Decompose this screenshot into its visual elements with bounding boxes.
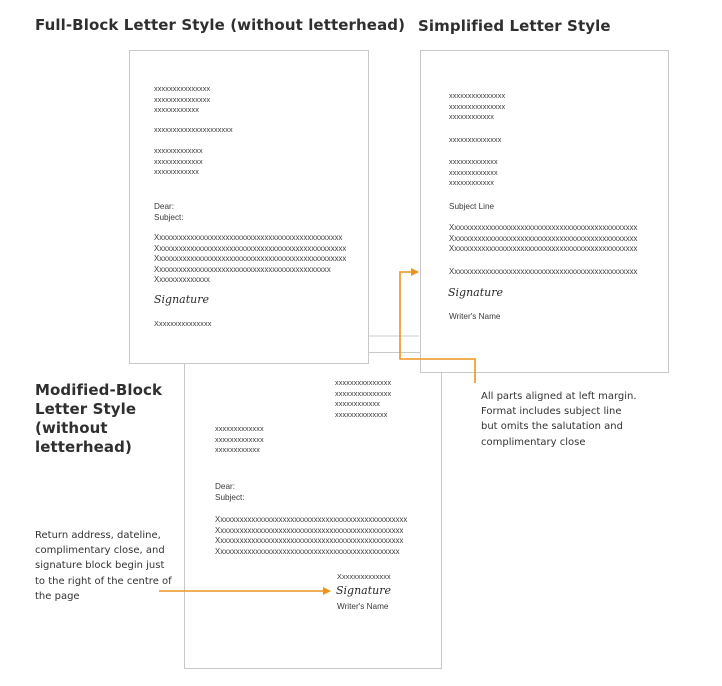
return-address-line: xxxxxxxxxxxx bbox=[449, 112, 494, 121]
return-address-line: xxxxxxxxxxxxxx bbox=[335, 409, 388, 419]
inside-address-line: xxxxxxxxxxxxx bbox=[215, 424, 264, 433]
inside-address-line: xxxxxxxxxxxxx bbox=[154, 146, 203, 155]
return-address-line: xxxxxxxxxxxx bbox=[335, 399, 380, 408]
body-line: Xxxxxxxxxxxxxxxxxxxxxxxxxxxxxxxxxxxxxxxxxxxxxxxx bbox=[154, 233, 343, 242]
note-line: signature block begin just bbox=[35, 560, 165, 572]
note-line: Format includes subject line bbox=[481, 406, 622, 418]
writer-name-line: Xxxxxxxxxxxxxxx bbox=[154, 319, 212, 328]
return-address-line: xxxxxxxxxxxxxxx bbox=[449, 91, 506, 100]
modified-block-letter-page bbox=[184, 352, 442, 669]
inside-address-line: xxxxxxxxxxxxx bbox=[449, 167, 498, 177]
salutation: Dear: bbox=[154, 202, 175, 211]
subject: Subject: bbox=[154, 213, 184, 222]
inside-address-line: xxxxxxxxxxxxx bbox=[449, 157, 498, 166]
body-line: Xxxxxxxxxxxxxxxxxxxxxxxxxxxxxxxxxxxxxxxxxxxxxxxx bbox=[215, 536, 404, 546]
heading-full-block: Full-Block Letter Style (without letterhead) bbox=[35, 16, 406, 34]
heading-modified-line-2: Letter Style bbox=[35, 400, 137, 418]
body-line: Xxxxxxxxxxxxxxxxxxxxxxxxxxxxxxxxxxxxxxxxxxxxxxx bbox=[215, 546, 400, 556]
body-line: Xxxxxxxxxxxxxxxxxxxxxxxxxxxxxxxxxxxxxxxxxxxxxxxx bbox=[215, 525, 404, 535]
complimentary-close: Xxxxxxxxxxxxxx bbox=[337, 572, 391, 581]
full-block-letter-page bbox=[129, 50, 369, 364]
writers-name: Writer's Name bbox=[449, 312, 501, 321]
note-line: complimentary close bbox=[481, 436, 586, 448]
body-line: Xxxxxxxxxxxxxxxxxxxxxxxxxxxxxxxxxxxxxxxxxxxxxxxx bbox=[449, 233, 638, 243]
subject: Subject: bbox=[215, 493, 245, 502]
body-line: Xxxxxxxxxxxxxxxxxxxxxxxxxxxxxxxxxxxxxxxxxxxxxxxxx bbox=[154, 254, 347, 264]
signature-text: Signature bbox=[448, 286, 504, 299]
return-address-line: xxxxxxxxxxxxxxx bbox=[335, 388, 392, 398]
note-line: but omits the salutation and bbox=[481, 421, 623, 433]
note-line: All parts aligned at left margin. bbox=[481, 391, 637, 402]
heading-simplified: Simplified Letter Style bbox=[418, 17, 611, 35]
return-address-line: xxxxxxxxxxxxxxx bbox=[154, 94, 211, 104]
note-line: complimentary close, and bbox=[35, 545, 165, 557]
heading-modified-line-4: letterhead) bbox=[35, 438, 132, 456]
inside-address-line: xxxxxxxxxxxx bbox=[449, 178, 494, 187]
signature-text: Signature bbox=[154, 293, 210, 306]
note-simplified bbox=[481, 389, 637, 450]
heading-modified-block bbox=[35, 381, 162, 457]
simplified-letter-page bbox=[420, 50, 669, 373]
return-address-line: xxxxxxxxxxxxxxx bbox=[335, 378, 392, 387]
inside-address-line: xxxxxxxxxxxxx bbox=[154, 156, 203, 166]
closing-line: Xxxxxxxxxxxxxxxxxxxxxxxxxxxxxxxxxxxxxxxxxxxxxxxx bbox=[449, 267, 638, 276]
inside-address-line: xxxxxxxxxxxx bbox=[154, 167, 199, 176]
body-line: Xxxxxxxxxxxxxxxxxxxxxxxxxxxxxxxxxxxxxxxxxxxxxxxxx bbox=[215, 515, 408, 524]
heading-modified-line-3: (without bbox=[35, 419, 108, 437]
body-line: Xxxxxxxxxxxxxxxxxxxxxxxxxxxxxxxxxxxxxxxxxxxxxxxx bbox=[449, 223, 638, 232]
body-line: Xxxxxxxxxxxxxxxxxxxxxxxxxxxxxxxxxxxxxxxxxxxxxxxx bbox=[449, 244, 638, 254]
salutation: Dear: bbox=[215, 482, 236, 491]
signature-text: Signature bbox=[336, 584, 392, 597]
inside-address-line: xxxxxxxxxxxxx bbox=[215, 434, 264, 444]
body-line: Xxxxxxxxxxxxxx bbox=[154, 275, 210, 285]
body-line: Xxxxxxxxxxxxxxxxxxxxxxxxxxxxxxxxxxxxxxxxxxxxx bbox=[154, 264, 331, 274]
subject-line: Subject Line bbox=[449, 202, 495, 211]
dateline: xxxxxxxxxxxxxx bbox=[449, 135, 502, 144]
return-address-line: xxxxxxxxxxxx bbox=[154, 105, 199, 114]
note-line: to the right of the centre of bbox=[35, 575, 172, 587]
note-line: Return address, dateline, bbox=[35, 530, 161, 541]
heading-modified-line-1: Modified-Block bbox=[35, 381, 163, 399]
return-address-line: xxxxxxxxxxxxxxx bbox=[154, 84, 211, 93]
dateline: xxxxxxxxxxxxxxxxxxxxx bbox=[154, 125, 233, 134]
writers-name: Writer's Name bbox=[337, 602, 389, 611]
note-line: the page bbox=[35, 590, 80, 602]
body-line: Xxxxxxxxxxxxxxxxxxxxxxxxxxxxxxxxxxxxxxxxxxxxxxxxx bbox=[154, 243, 347, 253]
return-address-line: xxxxxxxxxxxxxxx bbox=[449, 101, 506, 111]
inside-address-line: xxxxxxxxxxxx bbox=[215, 445, 260, 454]
note-modified-block bbox=[35, 528, 172, 604]
